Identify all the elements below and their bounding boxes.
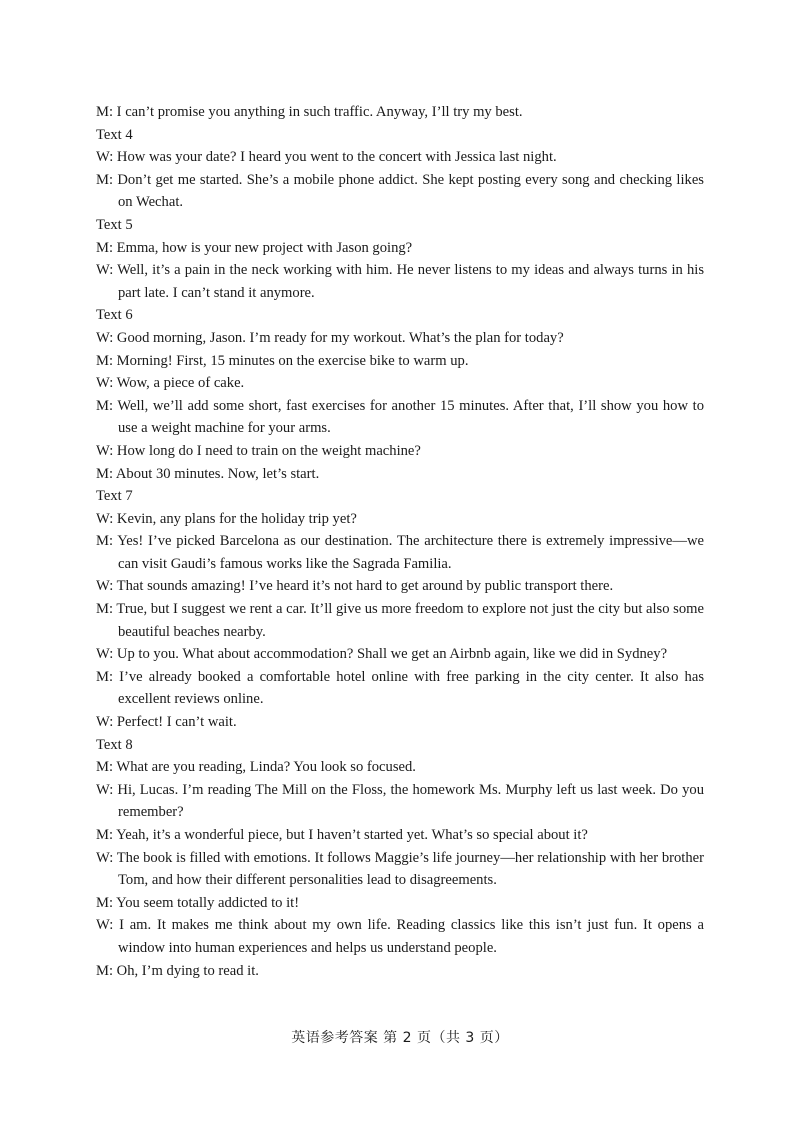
dialogue-line: W: Hi, Lucas. I’m reading The Mill on the Floss, the homework Ms. Murphy left us last week. Do you remember? (96, 781, 704, 821)
dialogue-line: M: You seem totally addicted to it! (96, 894, 300, 911)
dialogue-line: W: Perfect! I can’t wait. (96, 714, 237, 731)
dialogue-line: M: Well, we’ll add some short, fast exercises for another 15 minutes. After that, I’ll show you how to use a weight machine for your arms. (96, 397, 704, 437)
dialogue-line: W: The book is filled with emotions. It follows Maggie’s life journey—her relationship with her brother Tom, and how their different personalities lead to disagreements. (96, 849, 704, 889)
dialogue-line: M: I can’t promise you anything in such traffic. Anyway, I’ll try my best. (96, 104, 523, 120)
dialogue-line: M: What are you reading, Linda? You look so focused. (96, 759, 416, 776)
section-heading: Text 7 (96, 488, 133, 505)
dialogue-line: M: Morning! First, 15 minutes on the exercise bike to warm up. (96, 352, 469, 369)
transcript-body (96, 101, 704, 982)
dialogue-line: M: Don’t get me started. She’s a mobile phone addict. She kept posting every song and checking likes on Wechat. (96, 171, 704, 211)
dialogue-line: W: Up to you. What about accommodation? Shall we get an Airbnb again, like we did in Sydney? (96, 646, 668, 663)
page-footer: 英语参考答案 第 2 页（共 3 页） (291, 1030, 509, 1046)
dialogue-line: W: I am. It makes me think about my own life. Reading classics like this isn’t just fun. It opens a window into human experiences and helps us understand people. (96, 917, 704, 956)
dialogue-line: W: How was your date? I heard you went to the concert with Jessica last night. (96, 149, 557, 166)
dialogue-line: W: How long do I need to train on the weight machine? (96, 442, 421, 459)
dialogue-line: M: Yeah, it’s a wonderful piece, but I haven’t started yet. What’s so special about it? (96, 827, 588, 843)
dialogue-line: M: Emma, how is your new project with Jason going? (96, 239, 413, 256)
dialogue-line: W: Kevin, any plans for the holiday trip yet? (96, 510, 357, 527)
dialogue-line: W: Well, it’s a pain in the neck working with him. He never listens to my ideas and always turns in his part late. I can’t stand it anymore. (96, 262, 704, 301)
dialogue-line: M: About 30 minutes. Now, let’s start. (96, 465, 320, 482)
section-heading: Text 5 (96, 216, 133, 233)
dialogue-line: M: I’ve already booked a comfortable hotel online with free parking in the city center. It also has excellent reviews online. (96, 668, 704, 708)
dialogue-line: M: True, but I suggest we rent a car. It’ll give us more freedom to explore not just the city but also some beautiful beaches nearby. (96, 601, 704, 640)
dialogue-line: W: That sounds amazing! I’ve heard it’s not hard to get around by public transport there. (96, 578, 614, 595)
dialogue-line: M: Oh, I’m dying to read it. (96, 962, 259, 979)
section-heading: Text 6 (96, 307, 133, 324)
section-heading: Text 4 (96, 126, 133, 143)
dialogue-line: W: Wow, a piece of cake. (96, 375, 245, 392)
dialogue-line: W: Good morning, Jason. I’m ready for my workout. What’s the plan for today? (96, 329, 564, 346)
dialogue-line: M: Yes! I’ve picked Barcelona as our destination. The architecture there is extremely impressive—we can visit Gaudi’s famous works like the Sagrada Familia. (96, 533, 704, 572)
section-heading: Text 8 (96, 736, 133, 753)
